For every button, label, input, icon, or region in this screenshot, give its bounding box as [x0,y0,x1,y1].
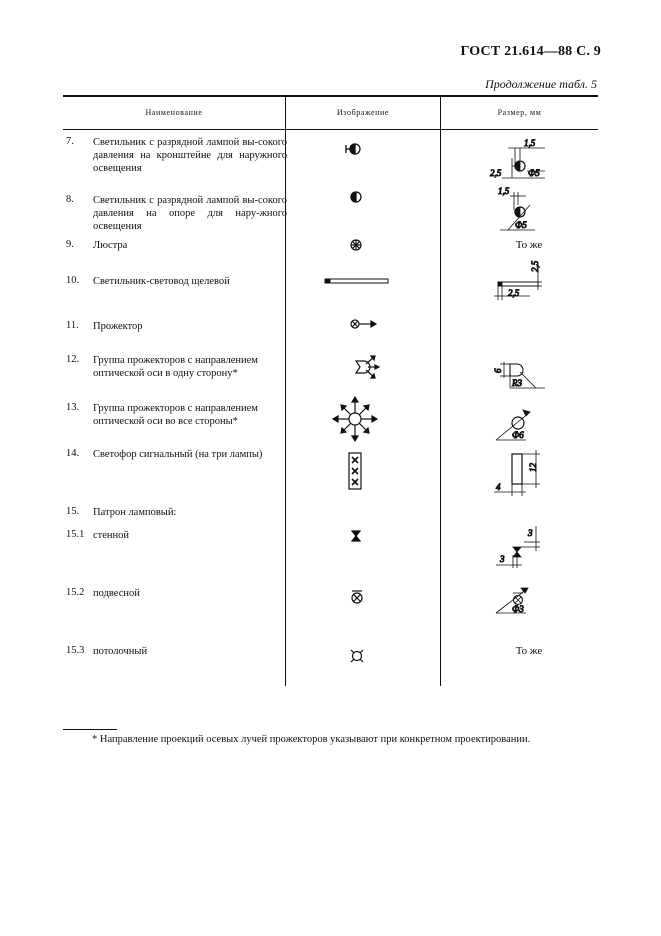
row-name: потолочный [93,646,148,657]
row-name: Светофор сигнальный (на три лампы) [93,449,263,460]
row-name: Группа прожекторов с направлением оптической оси во все стороны* [93,403,258,427]
dimension-label: Ф5 [528,168,540,178]
row-number: 12. [66,354,80,365]
size-same-as-above: То же [515,645,543,657]
pole-discharge-lamp-icon [351,192,361,202]
column-header-name: Наименование [145,108,203,117]
row-name: Группа прожекторов с направлением оптической оси в одну сторону* [93,355,258,379]
dimension-label: 3 [500,554,505,564]
wall-lampholder-icon [352,531,360,541]
row-number: 14. [66,448,80,459]
ceiling-lampholder-icon [351,650,363,662]
row-name: Светильник с разрядной лампой вы-сокого давления на опоре для нару-жного освещения [93,195,287,232]
row-number: 15. [66,506,80,517]
row-name: Светильник-световод щелевой [93,276,230,287]
row-number: 7. [66,136,74,147]
dimension-label: 3 [528,528,533,538]
column-header-image: Изображение [336,108,390,117]
row-number: 15.3 [66,645,85,656]
row-name: Патрон ламповый: [93,507,177,518]
row-number: 11. [66,320,79,331]
footnote-text: * Направление проекций осевых лучей прожекторов указывают при конкретном проектировании. [92,734,531,745]
dimension-label: 6 [493,368,503,373]
projector-group-one-way-icon [356,356,379,378]
document-code: ГОСТ 21.614—88 С. 9 [460,44,601,59]
pendant-lampholder-icon [352,591,362,603]
row-name: Светильник с разрядной лампой вы-сокого давления на кронштейне для наружного освещения [93,137,287,174]
dimension-drawing-12 [500,362,545,388]
chandelier-icon [351,240,361,250]
row-number: 9. [66,239,74,250]
row-name: подвесной [93,588,140,599]
dimension-label: Ф3 [512,604,524,614]
row-name: Прожектор [93,321,143,332]
row-number: 8. [66,194,74,205]
dimension-label: 2,5 [508,288,520,298]
size-same-as-above: То же [515,239,543,251]
slot-light-guide-icon [325,279,388,283]
traffic-light-icon [349,453,361,489]
dimension-label: 4 [496,482,501,492]
projector-group-all-ways-icon [333,397,377,441]
row-number: 15.2 [66,587,85,598]
dimension-drawing-14 [494,450,540,496]
projector-icon [351,320,376,328]
dimension-label: 12 [528,463,538,472]
dimension-label: 2,5 [490,168,502,178]
dimension-label: 1,5 [498,186,510,196]
dimension-label: 2,5 [530,260,540,272]
dimension-label: 1,5 [524,138,536,148]
row-number: 10. [66,275,80,286]
dimension-label: R3 [512,378,522,388]
footnote-rule [63,729,117,730]
dimension-label: Ф6 [512,430,524,440]
row-number: 15.1 [66,529,85,540]
column-header-size: Размер, мм [497,108,542,117]
bracket-discharge-lamp-icon [346,144,360,154]
table-continuation-label: Продолжение табл. 5 [485,77,597,91]
row-name: Люстра [93,240,128,251]
row-number: 13. [66,402,80,413]
dimension-label: Ф5 [515,220,527,230]
row-name: стенной [93,530,130,541]
